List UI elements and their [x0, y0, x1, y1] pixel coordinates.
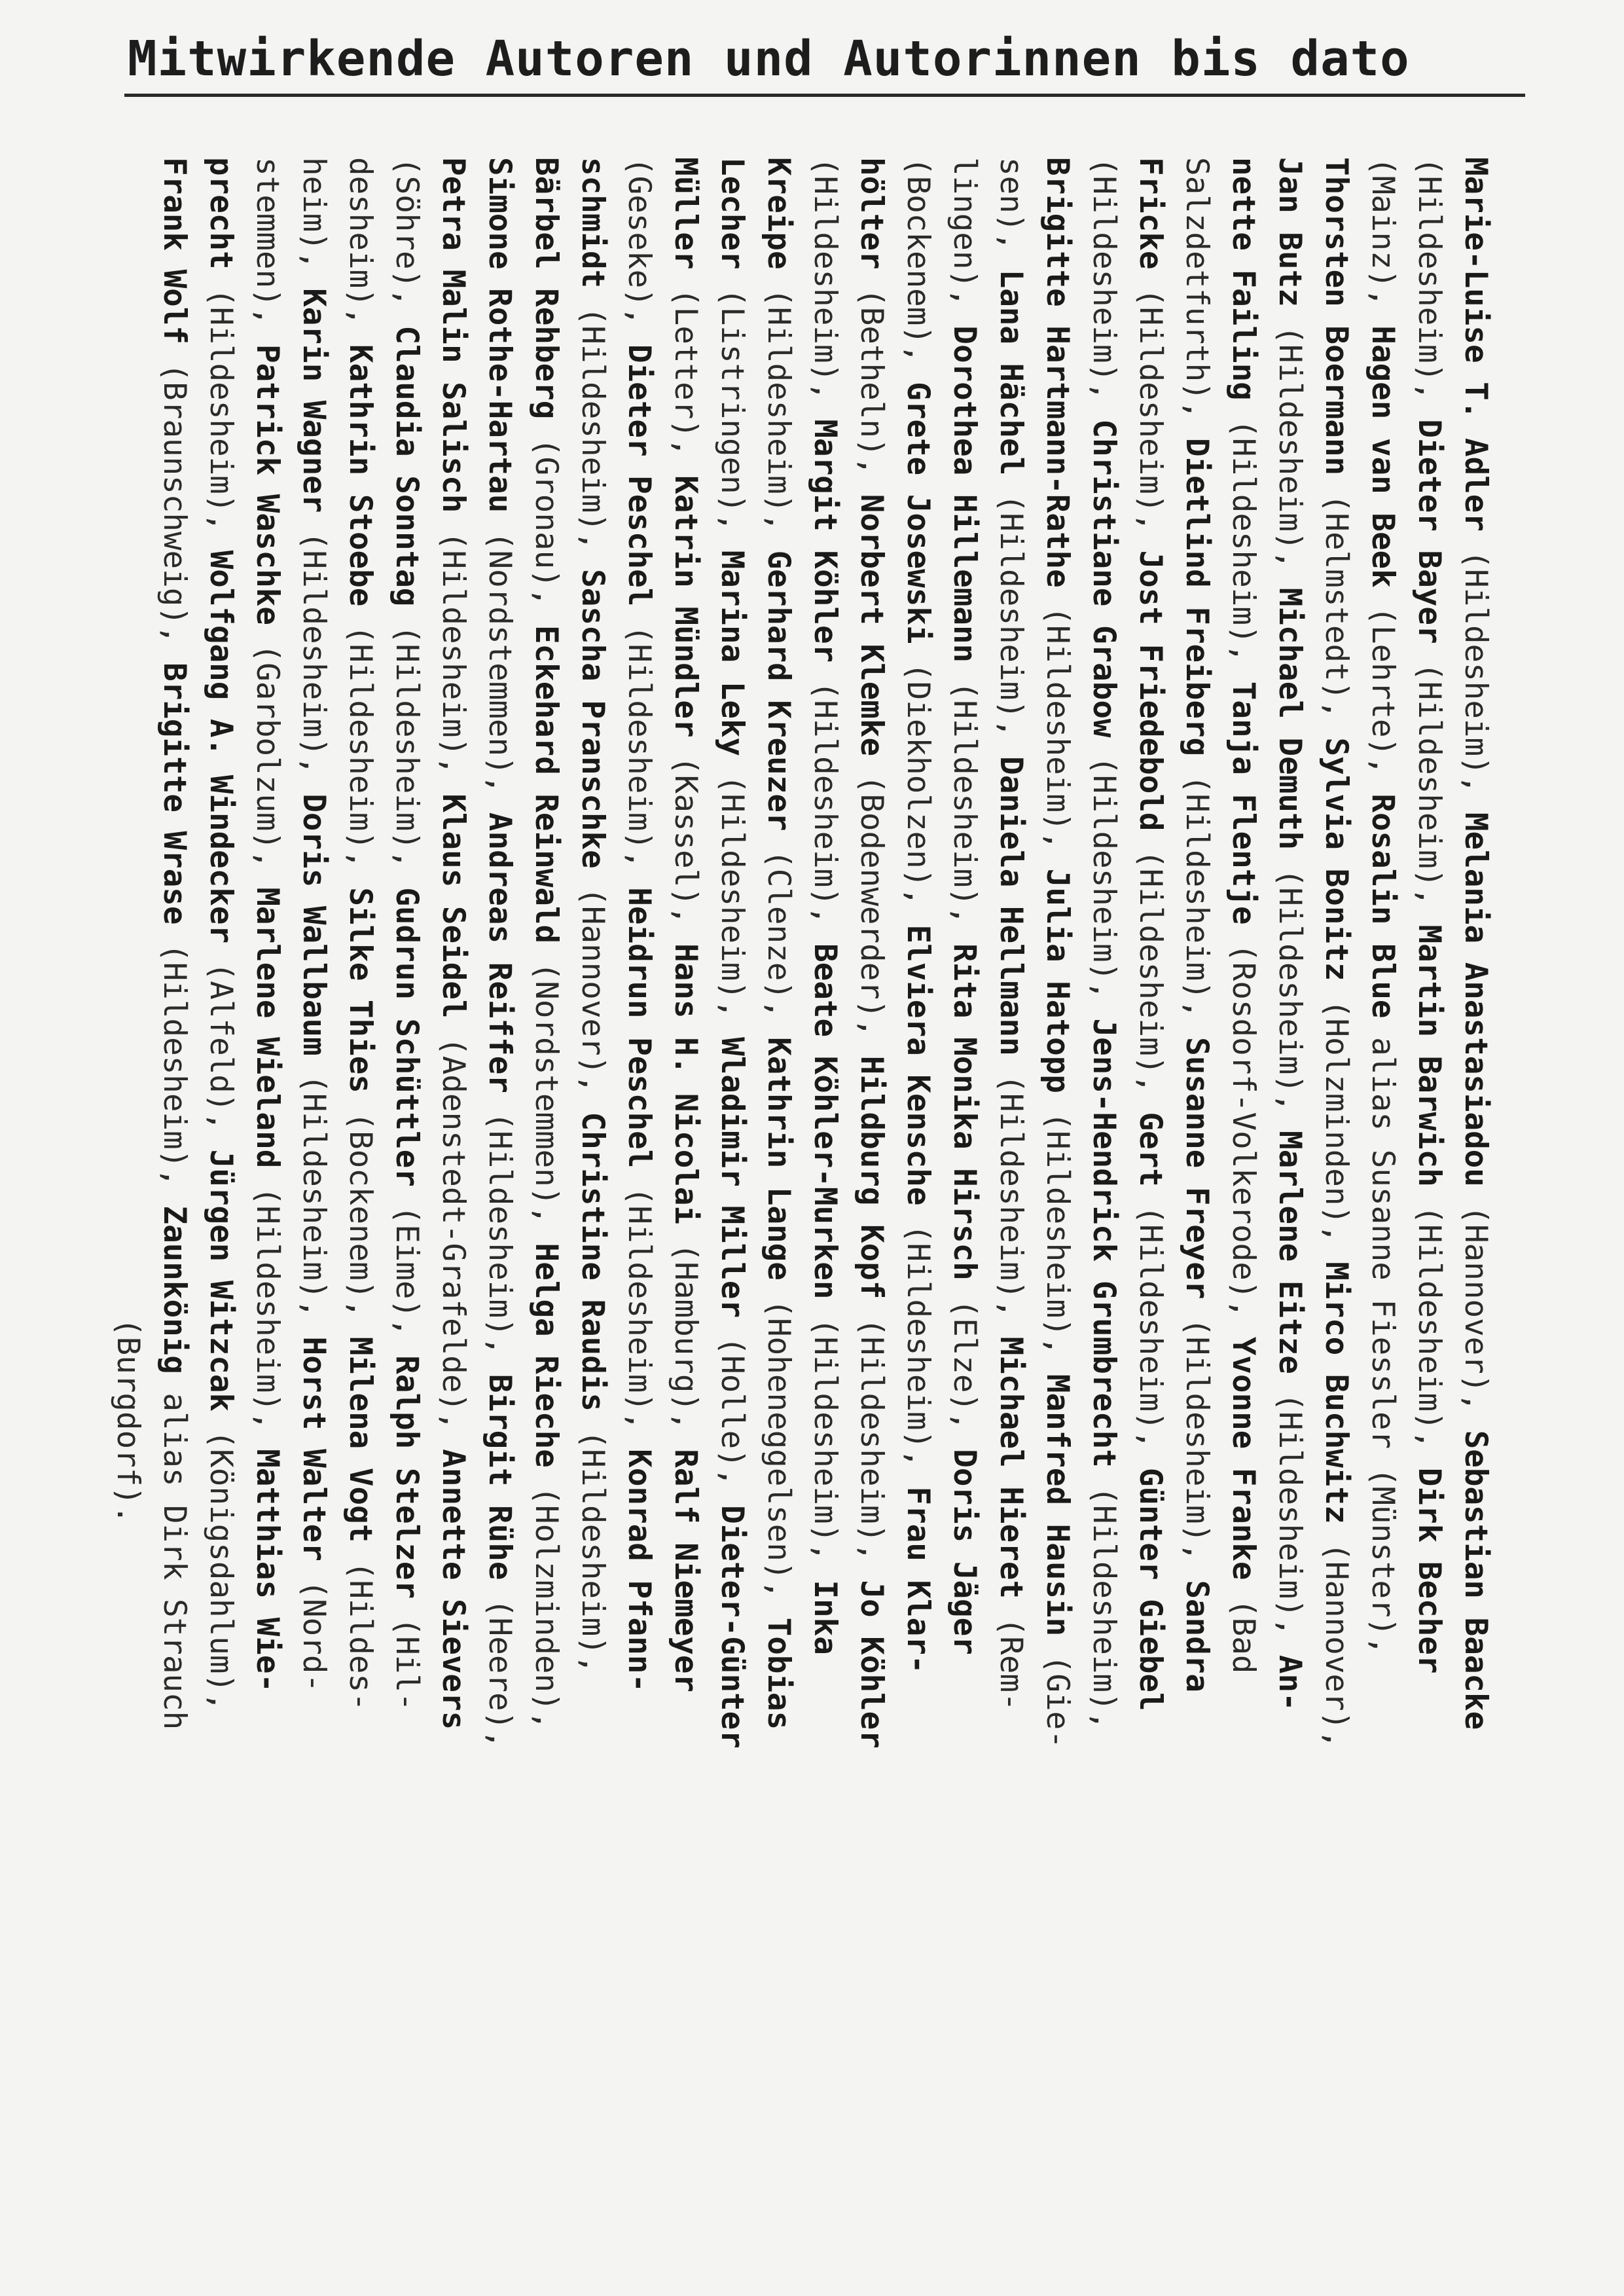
location-text: (Hildesheim),: [1411, 644, 1447, 925]
contributor-line: [1406, 157, 1453, 2167]
author-name: Sylvia Bonitz: [1318, 737, 1354, 981]
location-text: (Heere),: [482, 1580, 518, 1749]
author-name: Kreipe: [761, 157, 797, 270]
contributor-line: [1127, 157, 1174, 2167]
location-text: (Hildes-: [342, 1542, 378, 1711]
location-text: sen),: [993, 157, 1029, 270]
location-text: (Geseke),: [621, 157, 657, 344]
contributor-line: [291, 157, 337, 2167]
location-text: (Hil-: [389, 1599, 425, 1711]
author-name: Petra Malin Salisch: [435, 157, 471, 513]
author-name: Melania Anastasiadou: [1458, 812, 1494, 1187]
author-name: Manfred Hausin: [1039, 1374, 1075, 1637]
location-text: (Hildesheim),: [249, 1168, 285, 1449]
author-name: Marina Leky: [714, 550, 750, 757]
location-text: (Elze),: [947, 1280, 983, 1449]
author-name: Elviera Kensche: [900, 924, 936, 1206]
contributor-line: [1453, 157, 1499, 2167]
location-text: (Hannover),: [575, 868, 611, 1112]
contributor-line: [941, 157, 988, 2167]
location-text: (Hildesheim),: [807, 1299, 843, 1580]
location-text: (Hildesheim),: [1179, 756, 1215, 1038]
title-underline: [124, 94, 1525, 97]
location-text: (Hildesheim),: [1132, 269, 1168, 551]
author-name: Rosalin Blue: [1365, 793, 1401, 1019]
author-name: Tobias: [761, 1617, 797, 1730]
location-text: (Braunschweig),: [156, 344, 192, 663]
author-name: Kathrin Lange: [761, 1037, 797, 1281]
author-name: Karin Wagner: [296, 288, 332, 513]
contributor-line: [709, 157, 755, 2167]
author-name: Christine Raudis: [575, 1112, 611, 1412]
location-text: alias Susanne Fiessler (Münster),: [1365, 1018, 1401, 1655]
author-name: Ralf Niemeyer: [668, 1449, 704, 1693]
author-name: Ralph Stelzer: [389, 1355, 425, 1599]
location-text: (Hildesheim),: [1086, 157, 1122, 420]
author-name: Martin Barwich: [1411, 924, 1447, 1187]
location-text: (Hildesheim),: [807, 157, 843, 420]
page-title: Mitwirkende Autoren und Autorinnen bis dato: [128, 31, 1410, 87]
contributor-line: [430, 157, 477, 2167]
author-name: Annette Sievers: [435, 1449, 471, 1730]
author-name: Dietlind Freiberg: [1179, 437, 1215, 757]
author-name: Andreas Reiffer: [482, 812, 518, 1093]
author-name: Müller: [668, 157, 704, 270]
author-name: Lana Hächel: [993, 269, 1029, 476]
author-name: Heidrun Peschel: [621, 887, 657, 1169]
author-name: Tanja Flentje: [1225, 681, 1261, 925]
author-name: Margit Köhler: [807, 419, 843, 663]
author-name: Dieter Peschel: [621, 344, 657, 607]
contributor-line: [1174, 157, 1220, 2167]
contributor-line: [105, 157, 151, 2167]
author-name: Frank Wolf: [156, 157, 192, 344]
location-text: (Gie-: [1039, 1636, 1075, 1749]
contributor-line: [523, 157, 569, 2167]
author-name: Susanne Freyer: [1179, 1037, 1215, 1300]
location-text: (Betheln),: [854, 269, 890, 494]
author-name: Konrad Pfann-: [621, 1449, 657, 1693]
contributor-line: [1220, 157, 1267, 2167]
author-name: Jürgen Witzcak: [203, 1149, 239, 1412]
location-text: (Bockenem),: [342, 1093, 378, 1337]
contributor-line: [1360, 157, 1406, 2167]
author-name: Wolfgang A. Windecker: [203, 550, 239, 944]
location-text: (Hildesheim),: [1458, 531, 1494, 812]
author-name: Jan Butz: [1272, 157, 1308, 307]
contributor-line: [244, 157, 291, 2167]
contributor-line: [1034, 157, 1081, 2167]
location-text: (Hannover),: [1458, 1186, 1494, 1430]
location-text: (Holzminden),: [528, 1467, 564, 1730]
author-name: Marie-Luise T. Adler: [1458, 157, 1494, 532]
author-name: Dirk Becher: [1411, 1467, 1447, 1674]
author-name: Dieter-Günter: [714, 1505, 750, 1749]
author-name: Inka: [807, 1580, 843, 1655]
author-name: Fricke: [1132, 157, 1168, 270]
author-name: Claudia Sonntag: [389, 325, 425, 607]
author-name: Norbert Klemke: [854, 494, 890, 757]
author-name: Frau Klar-: [900, 1486, 936, 1674]
location-text: (Hildesheim),: [993, 1055, 1029, 1337]
location-text: (Bockenem),: [900, 157, 936, 382]
author-name: Gert: [1132, 1112, 1168, 1187]
location-text: (Listringen),: [714, 269, 750, 551]
location-text: desheim),: [342, 157, 378, 344]
author-name: Birgit Rühe: [482, 1374, 518, 1580]
location-text: (Hildesheim),: [1272, 1374, 1308, 1655]
author-name: Jens-Hendrick Grumbrecht: [1086, 1018, 1122, 1468]
author-name: Horst Walter: [296, 1336, 332, 1561]
author-name: Wladimir Miller: [714, 1037, 750, 1319]
location-text: (Hildesheim),: [1132, 831, 1168, 1112]
author-name: Marlene Wieland: [249, 887, 285, 1169]
location-text: (Hildesheim),: [156, 924, 192, 1206]
location-text: (Hildesheim),: [900, 1205, 936, 1487]
author-name: Patrick Waschke: [249, 344, 285, 625]
location-text: alias Dirk Strauch: [156, 1374, 192, 1730]
location-text: (Hildesheim),: [621, 1168, 657, 1449]
author-name: Doris Jäger: [947, 1449, 983, 1655]
location-text: (Hildesheim),: [761, 269, 797, 551]
contributor-line: [198, 157, 244, 2167]
author-name: Brigitte Hartmann-Rathe: [1039, 157, 1075, 588]
contributor-line: [662, 157, 709, 2167]
author-name: Hagen van Beek: [1365, 325, 1401, 588]
author-name: Michael Hieret: [993, 1336, 1029, 1599]
location-text: lingen),: [947, 157, 983, 326]
contributor-line: [895, 157, 941, 2167]
location-text: (Hildesheim),: [1225, 400, 1261, 682]
location-text: (Rem-: [993, 1599, 1029, 1711]
author-name: An-: [1272, 1654, 1308, 1711]
author-name: Brigitte Wrase: [156, 663, 192, 925]
author-name: Sandra: [1179, 1580, 1215, 1693]
location-text: (Hildesheim),: [296, 513, 332, 794]
location-text: (Hildesheim),: [203, 269, 239, 551]
author-name: Zaunkönig: [156, 1205, 192, 1374]
contributor-line: [151, 157, 198, 2167]
author-name: Bärbel Rehberg: [528, 157, 564, 420]
location-text: (Nordstemmen),: [528, 943, 564, 1243]
author-name: Gerhard Kreuzer: [761, 550, 797, 831]
location-text: (Letter),: [668, 269, 704, 476]
author-name: Matthias Wie-: [249, 1449, 285, 1693]
author-name: Silke Thies: [342, 887, 378, 1093]
location-text: (Hamburg),: [668, 1224, 704, 1449]
location-text: (Helmstedt),: [1318, 475, 1354, 738]
location-text: (Hildesheim),: [714, 756, 750, 1038]
location-text: (Hildesheim),: [435, 513, 471, 794]
author-name: Hans H. Nicolai: [668, 943, 704, 1225]
location-text: (Adenstedt-Grafelde),: [435, 1018, 471, 1449]
location-text: (Hildesheim),: [1272, 850, 1308, 1131]
location-text: (Garbolzum),: [249, 625, 285, 888]
author-name: Daniela Hellmann: [993, 756, 1029, 1056]
location-text: (Hildesheim),: [482, 1093, 518, 1374]
author-name: Dorothea Hillemann: [947, 325, 983, 663]
location-text: (Hildesheim),: [389, 606, 425, 888]
location-text: (Hannover),: [1318, 1523, 1354, 1749]
author-name: Kathrin Stoebe: [342, 344, 378, 607]
author-name: Dieter Bayer: [1411, 419, 1447, 644]
author-name: Hildburg Kopf: [854, 1055, 890, 1300]
location-text: stemmen),: [249, 157, 285, 344]
location-text: (Hildesheim),: [342, 606, 378, 888]
location-text: (Bodenwerder),: [854, 756, 890, 1056]
author-name: Mirco Buchwitz: [1318, 1262, 1354, 1524]
location-text: (Hildesheim),: [1411, 1186, 1447, 1468]
location-text: (Clenze),: [761, 831, 797, 1038]
location-text: (Hoheneggelsen),: [761, 1280, 797, 1618]
location-text: (Königsdahlum),: [203, 1412, 239, 1711]
location-text: (Hildesheim),: [1272, 306, 1308, 588]
location-text: (Hildesheim),: [854, 1299, 890, 1580]
author-name: Lecher: [714, 157, 750, 270]
location-text: (Nordstemmen),: [482, 513, 518, 812]
author-name: schmidt: [575, 157, 611, 289]
location-text: (Kassel),: [668, 737, 704, 944]
location-text: (Hildesheim),: [993, 475, 1029, 757]
author-name: Katrin Mündler: [668, 475, 704, 738]
location-text: (Diekholzen),: [900, 644, 936, 925]
contributor-line: [477, 157, 523, 2167]
author-name: Marlene Eitze: [1272, 1131, 1308, 1374]
location-text: (Burgdorf).: [110, 157, 146, 1524]
contributor-line: [802, 157, 848, 2167]
author-name: Simone Rothe-Hartau: [482, 157, 518, 513]
contributor-line: [384, 157, 430, 2167]
location-text: (Rosdorf-Volkerode),: [1225, 924, 1261, 1337]
location-text: (Alfeld),: [203, 943, 239, 1150]
author-name: Jo Köhler: [854, 1580, 890, 1749]
author-name: Christiane Grabow: [1086, 419, 1122, 738]
location-text: (Hildesheim),: [1132, 1186, 1168, 1468]
author-name: Eckehard Reinwald: [528, 625, 564, 944]
author-name: Günter Giebel: [1132, 1467, 1168, 1711]
contributor-line: [755, 157, 802, 2167]
contributor-line: [616, 157, 662, 2167]
contributor-line: [1081, 157, 1127, 2167]
contributor-line: [988, 157, 1034, 2167]
author-name: Yvonne Franke: [1225, 1336, 1261, 1580]
location-text: (Hildesheim),: [1086, 1467, 1122, 1730]
location-text: (Hildesheim),: [807, 663, 843, 944]
author-name: Michael Demuth: [1272, 587, 1308, 850]
author-name: Milena Vogt: [342, 1336, 378, 1543]
location-text: (Holle),: [714, 1318, 750, 1506]
contributor-line: [848, 157, 895, 2167]
author-name: Grete Josewski: [900, 382, 936, 644]
author-name: Gudrun Schüttler: [389, 887, 425, 1187]
author-name: Helga Rieche: [528, 1243, 564, 1468]
location-text: (Gronau),: [528, 419, 564, 625]
location-text: (Bad: [1225, 1580, 1261, 1674]
location-text: (Hildesheim),: [575, 288, 611, 570]
author-name: Sebastian Baacke: [1458, 1430, 1494, 1730]
location-text: (Hildesheim),: [947, 663, 983, 944]
author-name: nette Failing: [1225, 157, 1261, 401]
location-text: Salzdetfurth),: [1179, 157, 1215, 438]
location-text: (Hildesheim),: [1086, 737, 1122, 1019]
location-text: (Hildesheim),: [575, 1412, 611, 1674]
location-text: (Hildesheim),: [1179, 1299, 1215, 1580]
contributor-line: [1267, 157, 1313, 2167]
location-text: (Hildesheim),: [1039, 587, 1075, 869]
author-name: precht: [203, 157, 239, 270]
author-name: Sascha Pranschke: [575, 569, 611, 869]
location-text: (Eime),: [389, 1186, 425, 1356]
location-text: (Mainz),: [1365, 157, 1401, 326]
contributor-line: [1313, 157, 1360, 2167]
location-text: (Lehrte),: [1365, 587, 1401, 794]
location-text: (Hildesheim),: [296, 1055, 332, 1337]
contributor-line: [337, 157, 384, 2167]
author-name: Klaus Seidel: [435, 793, 471, 1019]
author-name: Thorsten Boermann: [1318, 157, 1354, 476]
location-text: (Hildesheim),: [1039, 1093, 1075, 1374]
location-text: (Holzminden),: [1318, 981, 1354, 1262]
contributor-line: [569, 157, 616, 2167]
author-name: hölter: [854, 157, 890, 270]
location-text: (Nord-: [296, 1561, 332, 1693]
contributors-list: [105, 157, 1499, 2167]
author-name: Jost Friedebold: [1132, 550, 1168, 831]
location-text: (Söhre),: [389, 157, 425, 326]
location-text: heim),: [296, 157, 332, 289]
author-name: Doris Wallbaum: [296, 793, 332, 1056]
author-name: Rita Monika Hirsch: [947, 943, 983, 1281]
author-name: Julia Hatopp: [1039, 868, 1075, 1093]
location-text: (Hildesheim),: [621, 606, 657, 888]
author-name: Beate Köhler-Murken: [807, 943, 843, 1300]
location-text: (Hildesheim),: [1411, 157, 1447, 420]
